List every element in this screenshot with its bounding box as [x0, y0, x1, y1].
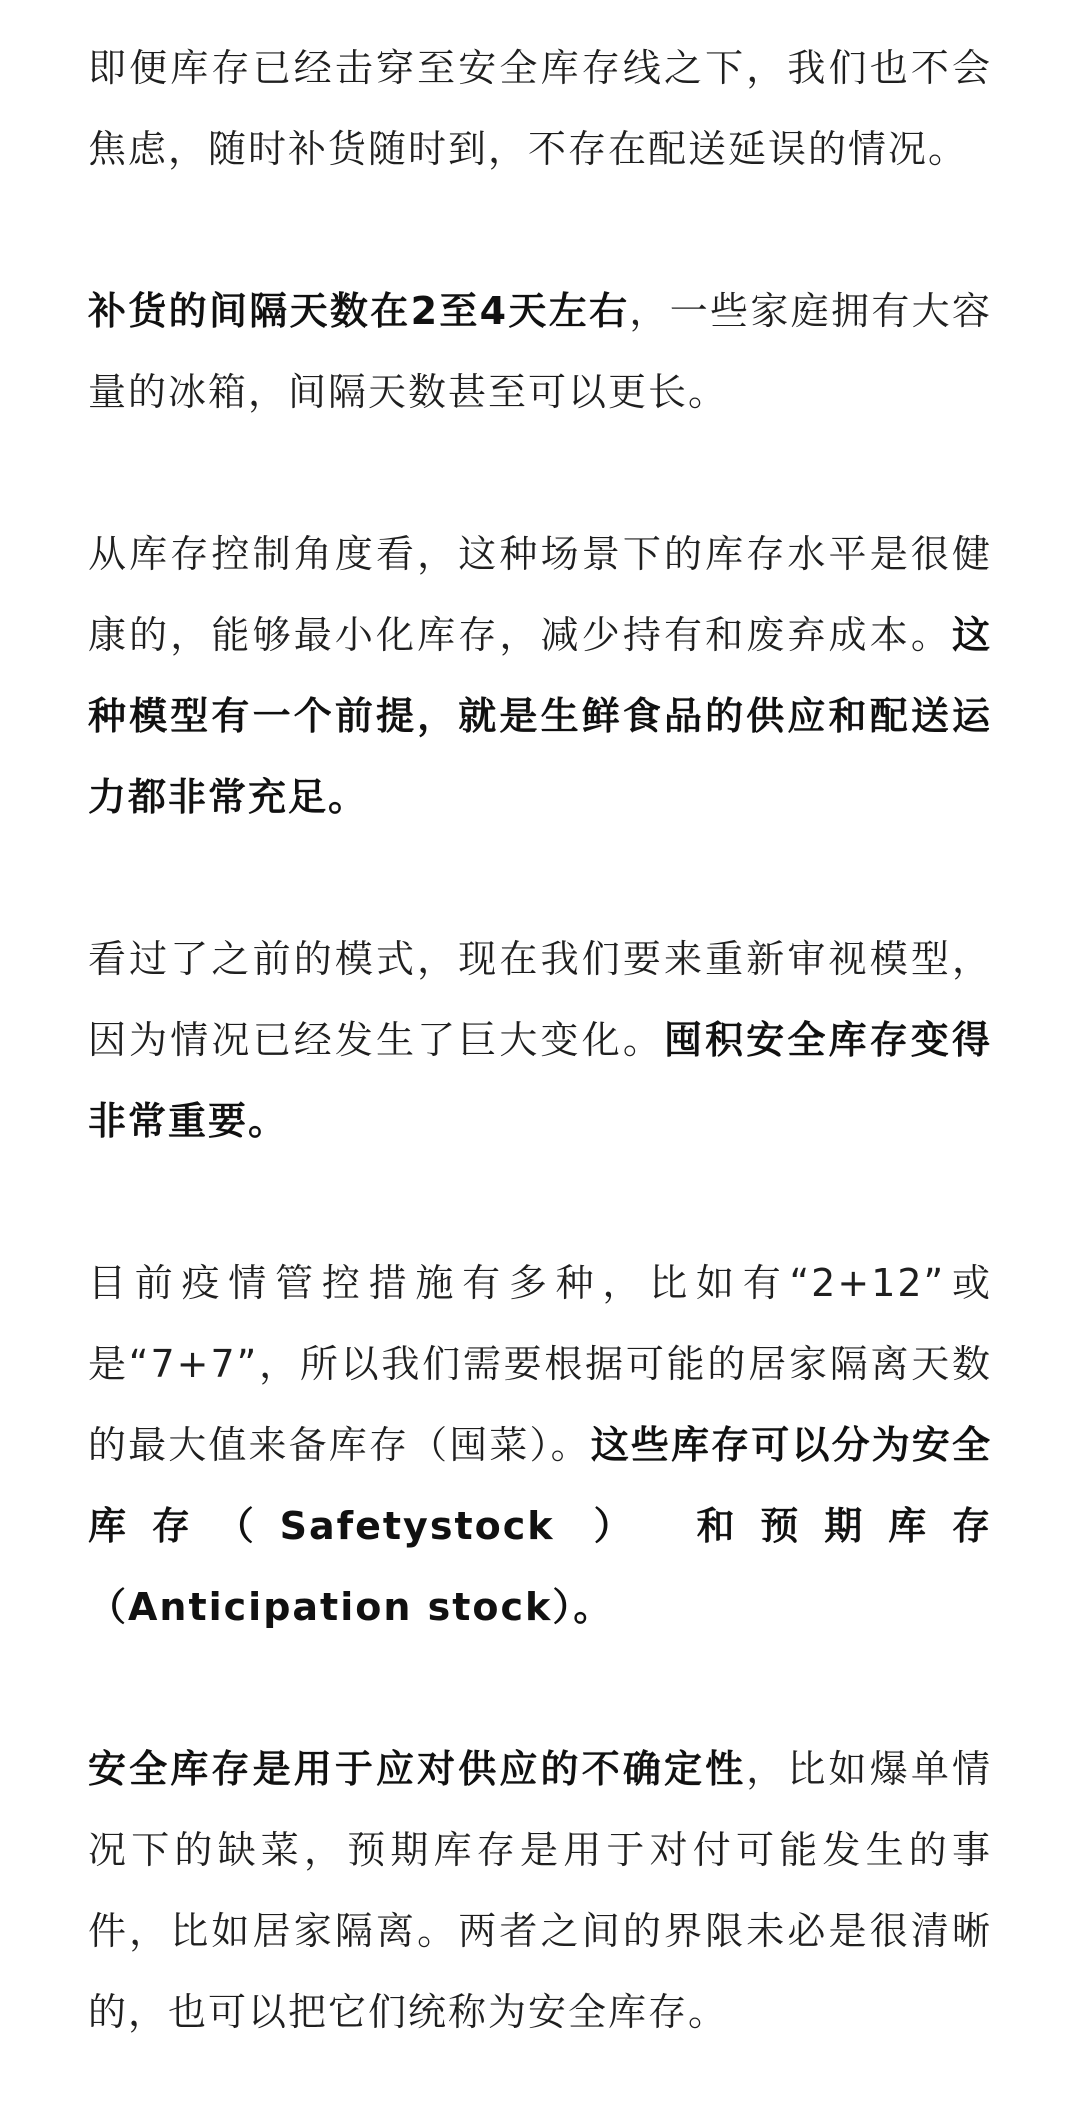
paragraph-6-text: ，比如爆单情况下的缺菜，预期库存是用于对付可能发生的事件，比如居家隔离。两者之间的界限未必是很清晰的，也可以把它们统称为安全库存。	[88, 1747, 992, 2034]
paragraph-5-bold-emphasis: 这些库存可以分为安全库存（Safetystock ） 和预期库存（Anticipation stock）。	[88, 1423, 992, 1629]
paragraph-6	[88, 1729, 992, 2053]
article-body	[88, 28, 992, 2053]
paragraph-5-text: 目前疫情管控措施有多种，比如有“2+12”或是“7+7”，所以我们需要根据可能的居家隔离天数的最大值来备库存（囤菜）。	[88, 1261, 992, 1467]
paragraph-4-text: 看过了之前的模式，现在我们要来重新审视模型，因为情况已经发生了巨大变化。	[88, 937, 992, 1062]
paragraph-1-text: 即便库存已经击穿至安全库存线之下，我们也不会焦虑，随时补货随时到，不存在配送延误的情况。	[88, 46, 992, 171]
paragraph-4-bold-emphasis: 囤积安全库存变得非常重要。	[88, 1018, 992, 1143]
paragraph-5	[88, 1243, 992, 1648]
paragraph-2	[88, 271, 992, 433]
paragraph-2-bold-lead: 补货的间隔天数在2至4天左右	[88, 289, 630, 333]
paragraph-4	[88, 919, 992, 1162]
paragraph-3-text: 从库存控制角度看，这种场景下的库存水平是很健康的，能够最小化库存，减少持有和废弃成本。	[88, 532, 992, 657]
paragraph-1	[88, 28, 992, 190]
paragraph-2-text: ，一些家庭拥有大容量的冰箱，间隔天数甚至可以更长。	[88, 289, 992, 414]
paragraph-3-bold-emphasis: 这种模型有一个前提，就是生鲜食品的供应和配送运力都非常充足。	[88, 613, 992, 819]
paragraph-6-bold-lead: 安全库存是用于应对供应的不确定性	[88, 1747, 747, 1791]
paragraph-3	[88, 514, 992, 838]
